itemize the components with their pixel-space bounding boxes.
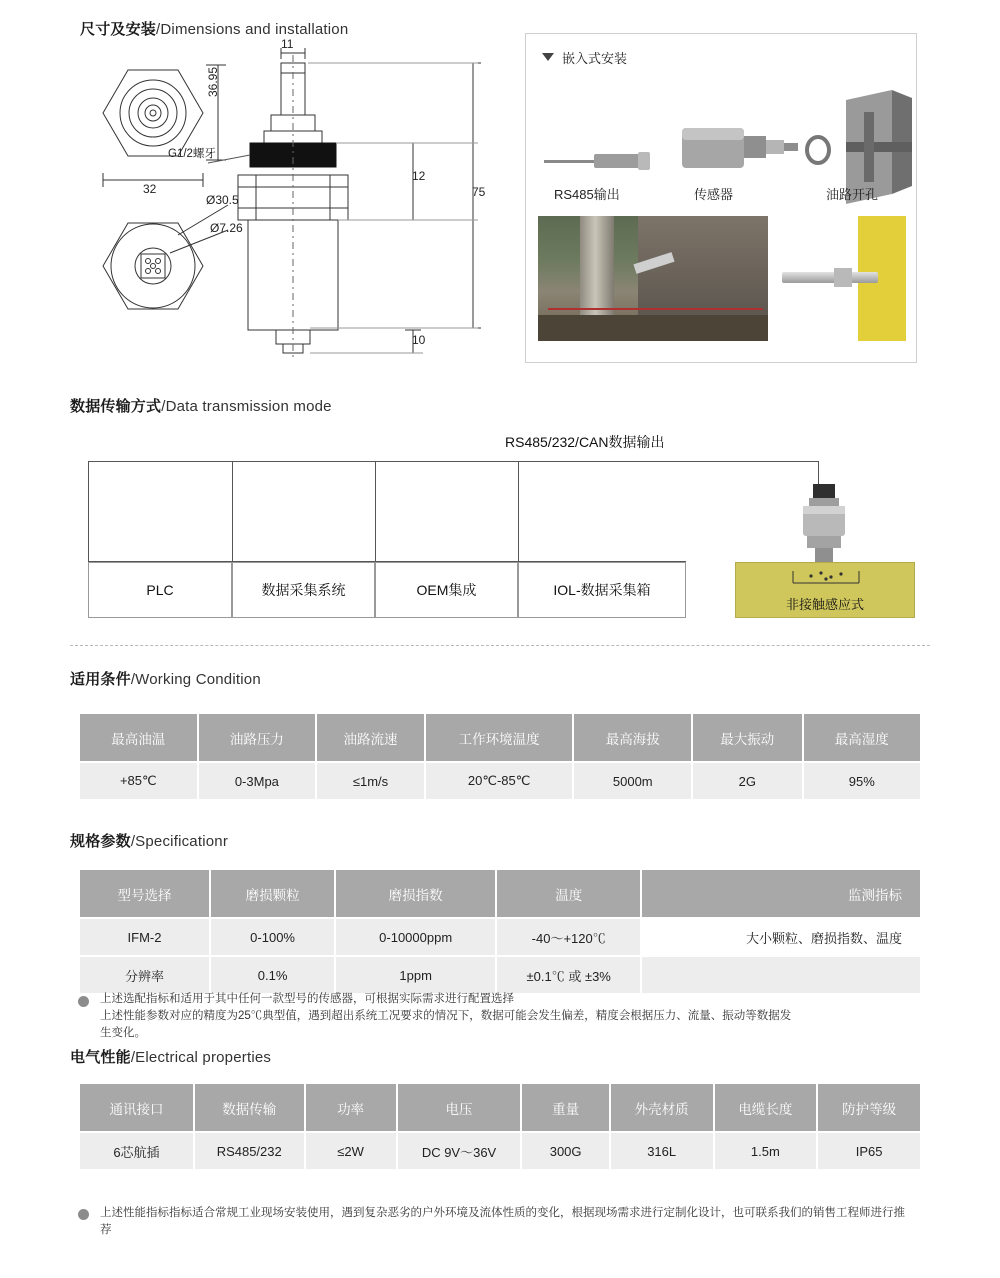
wc-value-0: +85℃ [80,763,197,799]
section-title-working [70,668,261,689]
sp-header-1: 磨损颗粒 [211,870,334,917]
wc-value-6: 95% [804,763,921,799]
wc-value-3: 20℃-85℃ [426,763,573,799]
sp-r0-c4: 大小颗粒、磨损指数、温度 [642,919,920,955]
table-row [80,919,920,955]
section-title-electrical [70,1046,271,1067]
node-oem[interactable] [375,562,518,618]
sp-r1-c1: 0.1% [211,957,334,993]
table-header-row [80,1084,920,1131]
section-title-spec-cn: 规格参数 [70,833,131,850]
sp-r1-c0: 分辨率 [80,957,209,993]
node-non-contact-sensor[interactable] [735,562,915,618]
node-dataacq[interactable] [232,562,375,618]
sp-r0-c0: IFM-2 [80,919,209,955]
table-header-row [80,870,920,917]
ep-header-1: 数据传输 [195,1084,304,1131]
table-row [80,957,920,993]
dim-label-32: 32 [143,182,157,196]
dim-label-36-95: 36.95 [206,66,220,97]
wc-value-4: 5000m [574,763,691,799]
spec-note-1: 上述性能参数对应的精度为25℃典型值，遇到超出系统工况要求的情况下，数据可能会发生偏差，精度会根据压力、流量、振动等数据发生变化。 [100,1010,792,1039]
electrical-note: 上述性能指标指标适合常规工业现场安装使用，遇到复杂恶劣的户外环境及流体性质的变化，根据现场需求进行定制化设计，也可联系我们的销售工程师进行推荐 [100,1207,905,1236]
node-plc[interactable] [88,562,232,618]
section-title-transmission [70,395,332,416]
wc-header-6: 最高湿度 [804,714,921,761]
ep-header-2: 功率 [306,1084,396,1131]
ep-header-3: 电压 [398,1084,521,1131]
installation-title: 嵌入式安装 [562,51,628,66]
technical-drawing [78,37,508,365]
section-divider [70,645,930,646]
thread-label: G1/2螺牙 [168,148,216,160]
dia-7-26-label: Ø7.26 [210,221,243,235]
section-title-electrical-cn: 电气性能 [70,1049,131,1066]
sp-r0-c1: 0-100% [211,919,334,955]
table-row [80,763,920,799]
installation-panel [525,33,917,363]
wc-value-1: 0-3Mpa [199,763,316,799]
ep-value-5: 316L [611,1133,713,1169]
ep-value-2: ≤2W [306,1133,396,1169]
sensor-illustration [765,484,885,564]
dim-label-75: 75 [472,185,486,199]
branch-line-1 [232,461,233,561]
specification-table [78,868,922,995]
sp-header-5: 监测指标 [642,870,920,917]
wc-header-0: 最高油温 [80,714,197,761]
triangle-down-icon [542,53,554,61]
dim-label-12: 12 [412,169,426,183]
wc-header-1: 油路压力 [199,714,316,761]
spec-notes [100,991,800,1042]
section-title-dimensions-en: /Dimensions and installation [156,21,349,38]
rs-output-label: RS485/232/CAN数据输出 [505,434,665,450]
bullet-icon-2 [78,1209,89,1220]
electrical-table [78,1082,922,1171]
wc-header-4: 最高海拔 [574,714,691,761]
particle-icon [791,567,861,587]
installation-heading [542,48,627,67]
branch-line-2 [375,461,376,561]
dim-label-11: 11 [281,37,294,51]
sp-r0-c2: 0-10000ppm [336,919,495,955]
drawing-svg [78,45,508,365]
branch-line-0 [88,461,89,561]
ep-value-6: 1.5m [715,1133,817,1169]
table-row [80,1133,920,1169]
installation-photo-2 [778,216,906,341]
install-label-1: 传感器 [694,187,734,202]
installation-photo [538,216,768,341]
section-title-dimensions-cn: 尺寸及安装 [80,21,157,38]
ep-value-0: 6芯航插 [80,1133,193,1169]
install-label-2: 油路开孔 [826,187,879,202]
branch-line-3 [518,461,519,561]
table-header-row [80,714,920,761]
bullet-icon [78,996,89,1007]
ep-value-3: DC 9V～36V [398,1133,521,1169]
section-title-transmission-cn: 数据传输方式 [70,398,162,415]
sp-header-0: 型号选择 [80,870,209,917]
sp-r0-c3: -40～+120℃ [497,919,640,955]
node-plc-label: PLC [146,582,174,598]
ep-value-1: RS485/232 [195,1133,304,1169]
section-title-spec [70,830,228,851]
node-dataacq-label: 数据采集系统 [261,582,346,598]
section-title-dimensions [80,18,348,39]
ep-header-6: 电缆长度 [715,1084,817,1131]
section-title-working-cn: 适用条件 [70,671,131,688]
section-title-transmission-en: /Data transmission mode [161,398,332,415]
sp-r1-c2: 1ppm [336,957,495,993]
ep-header-0: 通讯接口 [80,1084,193,1131]
ep-value-7: IP65 [818,1133,920,1169]
wc-header-5: 最大振动 [693,714,801,761]
wc-value-2: ≤1m/s [317,763,424,799]
dim-label-10: 10 [412,333,426,347]
ep-header-4: 重量 [522,1084,608,1131]
wc-header-2: 油路流速 [317,714,424,761]
trunk-line [88,461,818,462]
install-label-0: RS485输出 [554,187,620,202]
ep-header-7: 防护等级 [818,1084,920,1131]
section-title-working-en: /Working Condition [130,671,261,688]
sp-header-2: 磨损指数 [336,870,495,917]
ep-value-4: 300G [522,1133,608,1169]
wc-value-5: 2G [693,763,801,799]
sp-r1-c4 [642,957,920,993]
sp-header-3: 温度 [497,870,640,917]
ep-header-5: 外壳材质 [611,1084,713,1131]
node-non-contact-label: 非接触感应式 [785,597,864,612]
spec-note-0: 上述选配指标和适用于其中任何一款型号的传感器，可根据实际需求进行配置选择 [100,993,514,1005]
section-title-spec-en: /Specificationr [130,833,229,850]
node-oem-label: OEM集成 [416,582,477,598]
sp-r1-c3: ±0.1℃ 或 ±3% [497,957,640,993]
working-condition-table [78,712,922,801]
section-title-electrical-en: /Electrical properties [130,1049,272,1066]
dia-30-5-label: Ø30.5 [206,193,239,207]
wc-header-3: 工作环境温度 [426,714,573,761]
node-iol[interactable] [518,562,686,618]
node-iol-label: IOL-数据采集箱 [553,582,651,598]
